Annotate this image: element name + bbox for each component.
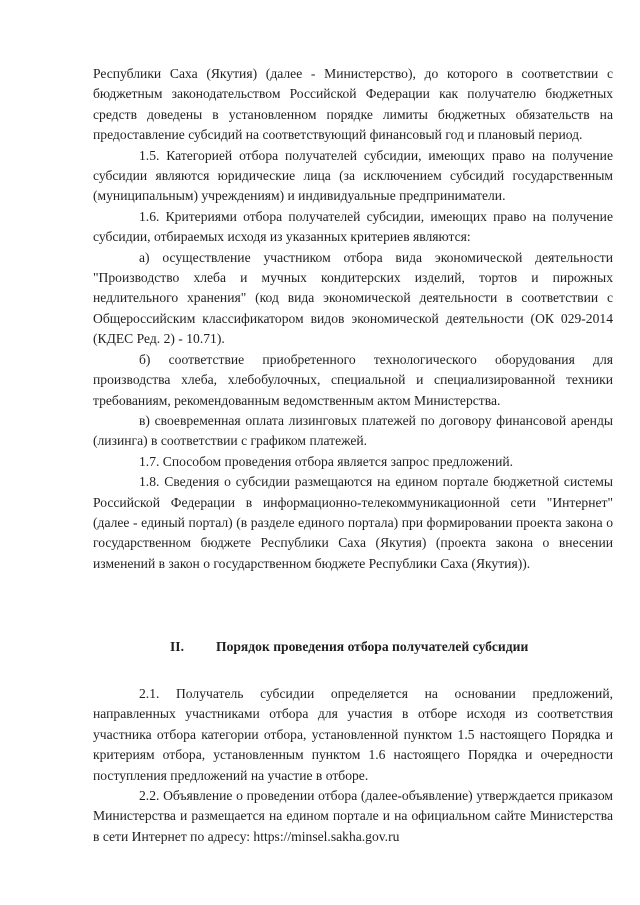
section-number: II. (170, 639, 184, 654)
paragraph-1-6-b: б) соответствие приобретенного технологического оборудования для производства хлеба, хлебобулочных, специальной и специализированной техники требованиям, рекомендованным ведомственным актом Министерства. (93, 351, 613, 408)
paragraph-1-7: 1.7. Способом проведения отбора является запрос предложений. (139, 453, 514, 469)
section-title: Порядок проведения отбора получателей субсидии (216, 639, 529, 654)
paragraph-2-2: 2.2. Объявление о проведении отбора (далее-объявление) утверждается приказом Министерства и размещается на едином портале и на официальном сайте Министерства в сети Интернет по адресу: https://minsel.sakha.gov.ru (93, 788, 613, 844)
paragraph-1-6-v: в) своевременная оплата лизинговых платежей по договору финансовой аренды (лизинга) в соответствии с графиком платежей. (93, 412, 613, 449)
paragraph-1-6: 1.6. Критериями отбора получателей субсидии, имеющих право на получение субсидии, отбираемых исходя из указанных критериев являются: (93, 208, 613, 245)
paragraph-continuation: Республики Саха (Якутия) (далее - Министерство), до которого в соответствии с бюджетным законодательством Российской Федерации как получателю бюджетных средств доведены в установленном порядке лимиты бюджетных обязательств на предоставление субсидий на соответствующий финансовый год и плановый период. (93, 66, 613, 143)
body-text-bottom (93, 684, 613, 847)
paragraph-1-8: 1.8. Сведения о субсидии размещаются на едином портале бюджетной системы Российской Федерации в информационно-телекоммуникационной сети "Интернет" (далее - единый портал) (в разделе единого портала) при формировании проекта закона о государственном бюджете Республики Саха (Якутия) (проекта закона о внесении изменений в закон о государственном бюджете Республики Саха (Якутия)). (93, 474, 613, 571)
section-heading (170, 637, 600, 657)
paragraph-2-1: 2.1. Получатель субсидии определяется на основании предложений, направленных участниками отбора для участия в отборе исходя из соответствия участника отбора категории отбора, установленной пунктом 1.5 настоящего Порядка и критериям отбора, установленным пунктом 1.6 настоящего Порядка и очередности поступления предложений на участие в отборе. (93, 686, 613, 783)
paragraph-1-5: 1.5. Категорией отбора получателей субсидии, имеющих право на получение субсидии являются юридические лица (за исключением субсидий государственным (муниципальным) учреждениям) и индивидуальные предприниматели. (93, 147, 613, 204)
paragraph-1-6-a: а) осуществление участником отбора вида экономической деятельности "Производство хлеба и мучных кондитерских изделий, тортов и пирожных недлительного хранения" (код вида экономической деятельности в соответствии с Общероссийским классификатором видов экономической деятельности (ОК 029-2014 (КДЕС Ред. 2) - 10.71). (93, 249, 613, 347)
body-text-top (93, 64, 613, 574)
